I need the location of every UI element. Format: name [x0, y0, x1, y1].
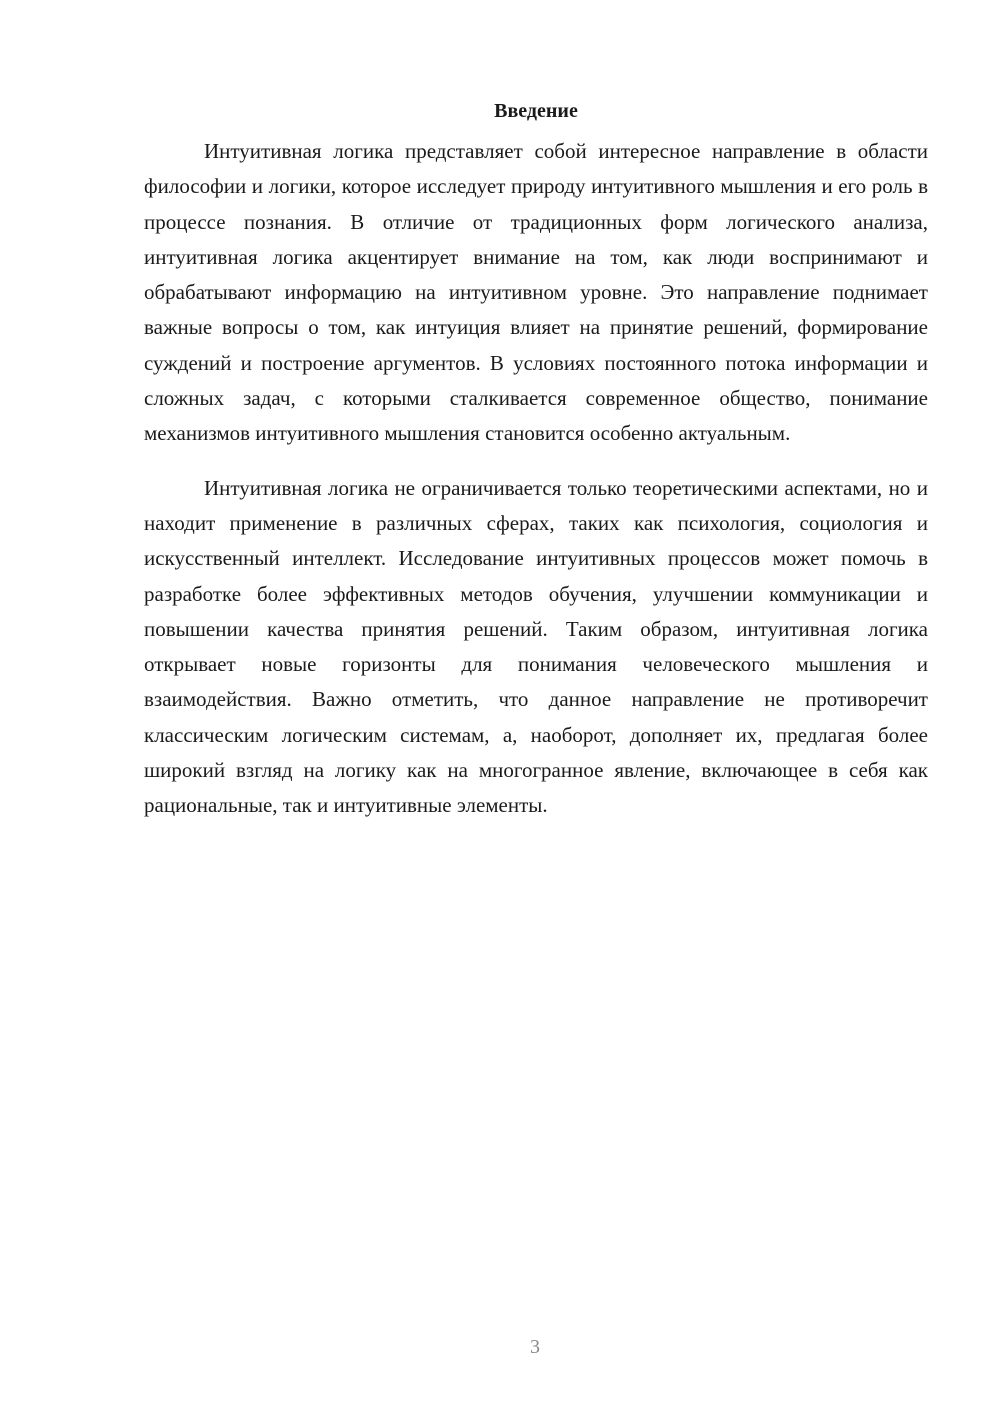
page-number: 3 — [530, 1336, 540, 1358]
paragraph-1: Интуитивная логика представляет собой интересное направление в области философии и логики, которое исследует природу интуитивного мышления и его роль в процессе познания. В отличие от традиционных форм логического анализа, интуитивная логика акцентирует внимание на том, как люди воспринимают и обрабатывают информацию на интуитивном уровне. Это направление поднимает важные вопросы о том, как интуиция влияет на принятие решений, формирование суждений и построение аргументов. В условиях постоянного потока информации и сложных задач, с которыми сталкивается современное общество, понимание механизмов интуитивного мышления становится особенно актуальным. — [144, 139, 928, 446]
paragraph-2: Интуитивная логика не ограничивается только теоретическими аспектами, но и находит применение в различных сферах, таких как психология, социология и искусственный интеллект. Исследование интуитивных процессов может помочь в разработке более эффективных методов обучения, улучшении коммуникации и повышении качества принятия решений. Таким образом, интуитивная логика открывает новые горизонты для понимания человеческого мышления и взаимодействия. Важно отметить, что данное направление не противоречит классическим логическим системам, а, наоборот, дополняет их, предлагая более широкий взгляд на логику как на многогранное явление, включающее в себя как рациональные, так и интуитивные элементы. — [144, 475, 928, 818]
section-heading: Введение — [494, 100, 578, 122]
page-content — [144, 96, 928, 824]
